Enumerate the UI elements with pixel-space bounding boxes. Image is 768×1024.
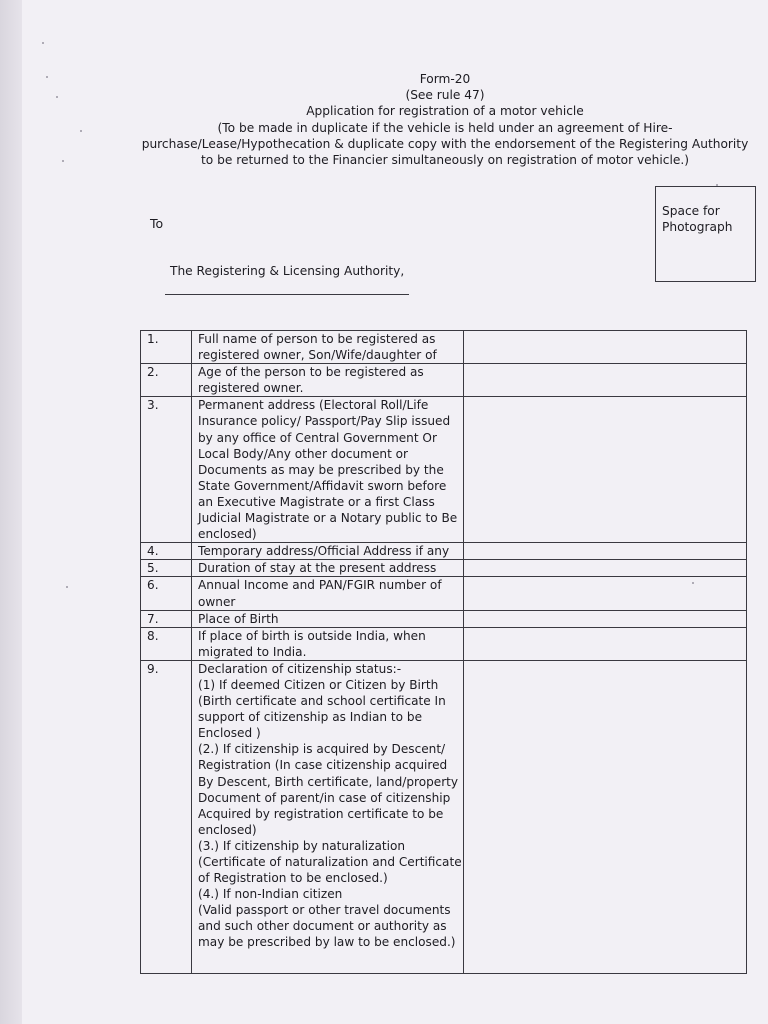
scan-speck <box>56 96 58 98</box>
to-label: To <box>150 216 164 231</box>
scan-speck <box>62 160 64 162</box>
description-line: (1) If deemed Citizen or Citizen by Birth <box>198 677 439 692</box>
answer-field[interactable] <box>464 660 747 973</box>
description-line: State Government/Affidavit sworn before <box>198 478 447 493</box>
description-line: (Birth certificate and school certificate In <box>198 694 446 709</box>
form-row <box>141 610 747 627</box>
row-description <box>192 660 464 973</box>
description-line: (Valid passport or other travel documents <box>198 903 451 918</box>
application-rows <box>141 331 747 974</box>
form-row <box>141 577 747 610</box>
description-line: Temporary address/Official Address if any <box>198 544 450 559</box>
description-line: by any office of Central Government Or <box>198 430 437 445</box>
row-number: 5. <box>141 560 192 577</box>
description-line: enclosed) <box>198 822 257 837</box>
description-line: Insurance policy/ Passport/Pay Slip issued <box>198 414 451 429</box>
header-line: Form-20 <box>419 72 471 86</box>
addressee-underline <box>165 294 409 295</box>
description-line: (3.) If citizenship by naturalization <box>198 838 406 853</box>
description-line: Place of Birth <box>198 611 279 626</box>
description-line: Local Body/Any other document or <box>198 446 409 461</box>
description-line: registered owner, Son/Wife/daughter of <box>198 348 437 363</box>
form-row <box>141 627 747 660</box>
header-line: to be returned to the Financier simultaneously on registration of motor vehicle.) <box>200 153 689 168</box>
form-row <box>141 397 747 543</box>
description-line: Document of parent/in case of citizenship <box>198 790 451 805</box>
description-line: Registration (In case citizenship acquired <box>198 758 448 773</box>
scan-speck <box>80 130 82 132</box>
description-line: Permanent address (Electoral Roll/Life <box>198 398 429 413</box>
row-description <box>192 543 464 560</box>
form-row <box>141 331 747 364</box>
description-line: Documents as may be prescribed by the <box>198 462 444 477</box>
answer-field[interactable] <box>464 627 747 660</box>
description-line: By Descent, Birth certificate, land/property <box>198 774 459 789</box>
header-line: purchase/Lease/Hypothecation & duplicate copy with the endorsement of the Registering Authority <box>141 136 749 151</box>
answer-field[interactable] <box>464 364 747 397</box>
form-row <box>141 660 747 973</box>
description-line: of Registration to be enclosed.) <box>198 871 388 886</box>
row-number: 7. <box>141 610 192 627</box>
description-line: and such other document or authority as <box>198 919 447 934</box>
scan-speck <box>66 586 68 588</box>
row-number: 6. <box>141 577 192 610</box>
description-line: Full name of person to be registered as <box>198 332 436 346</box>
answer-field[interactable] <box>464 577 747 610</box>
header-line: Application for registration of a motor vehicle <box>306 104 584 119</box>
description-line: Declaration of citizenship status:- <box>198 661 402 676</box>
description-line: (4.) If non-Indian citizen <box>198 887 343 902</box>
answer-field[interactable] <box>464 560 747 577</box>
description-line: may be prescribed by law to be enclosed.) <box>198 935 456 950</box>
row-number: 9. <box>141 660 192 973</box>
row-description <box>192 577 464 610</box>
form-row <box>141 543 747 560</box>
header-line: (To be made in duplicate if the vehicle is held under an agreement of Hire- <box>217 120 673 135</box>
row-number: 3. <box>141 397 192 543</box>
row-description <box>192 364 464 397</box>
answer-field[interactable] <box>464 610 747 627</box>
answer-field[interactable] <box>464 397 747 543</box>
description-line: (Certificate of naturalization and Certificate <box>198 855 462 869</box>
description-line: Enclosed ) <box>198 726 261 741</box>
description-line: Duration of stay at the present address <box>198 561 437 576</box>
row-number: 4. <box>141 543 192 560</box>
description-line: owner <box>198 594 236 609</box>
form-row <box>141 364 747 397</box>
photograph-label-line: Space for <box>662 204 720 218</box>
row-description <box>192 627 464 660</box>
row-number: 8. <box>141 627 192 660</box>
description-line: Judicial Magistrate or a Notary public to Be <box>198 511 458 526</box>
description-line: Annual Income and PAN/FGIR number of <box>198 578 442 593</box>
scan-speck <box>46 76 48 78</box>
description-line: enclosed) <box>198 527 257 542</box>
photograph-space-box <box>655 186 756 282</box>
scan-speck <box>42 42 44 44</box>
answer-field[interactable] <box>464 331 747 364</box>
answer-field[interactable] <box>464 543 747 560</box>
form-row <box>141 560 747 577</box>
row-description <box>192 331 464 364</box>
description-line: Age of the person to be registered as <box>198 365 424 380</box>
row-description <box>192 560 464 577</box>
row-number: 1. <box>141 331 192 364</box>
description-line: If place of birth is outside India, when <box>198 628 426 643</box>
row-description <box>192 610 464 627</box>
description-line: migrated to India. <box>198 644 307 659</box>
description-line: support of citizenship as Indian to be <box>198 710 423 725</box>
application-table <box>140 330 747 974</box>
header-line: (See rule 47) <box>405 88 485 103</box>
row-number: 2. <box>141 364 192 397</box>
form-header <box>140 71 750 168</box>
description-line: (2.) If citizenship is acquired by Descent/ <box>198 742 446 757</box>
photograph-label-line: Photograph <box>662 220 733 234</box>
addressee-authority: The Registering & Licensing Authority, <box>170 264 405 278</box>
description-line: registered owner. <box>198 381 304 396</box>
description-line: an Executive Magistrate or a first Class <box>198 494 435 509</box>
row-description <box>192 397 464 543</box>
binding-edge <box>0 0 22 1024</box>
description-line: Acquired by registration certificate to be <box>198 806 444 821</box>
